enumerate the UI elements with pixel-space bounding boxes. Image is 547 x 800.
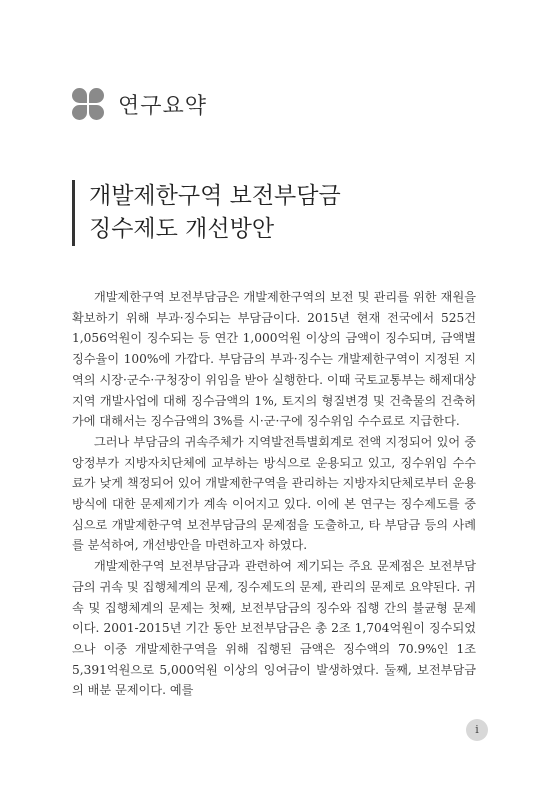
report-title-line-2: 징수제도 개선방안 xyxy=(89,216,275,242)
summary-body xyxy=(72,287,476,701)
section-title: 연구요약 xyxy=(118,93,208,119)
page-number: i xyxy=(466,719,488,741)
section-header xyxy=(72,86,207,122)
paragraph-1: 개발제한구역 보전부담금은 개발제한구역의 보전 및 관리를 위한 재원을 확보하기 위해 부과·징수되는 부담금이다. 2015년 현재 전국에서 525건 1,056억원이 징수되는 등 연간 1,000억원 이상의 금액이 징수되며, 금액별 징수율이 100%에 가깝다. 부담금의 부과·징수는 개발제한구역이 지정된 지역의 시장·군수·구청장이 위임을 받아 실행한다. 이때 국토교통부는 해제대상지역 개발사업에 대해 징수금액의 1%, 토지의 형질변경 및 건축물의 건축허가에 대해서는 징수금액의 3%를 시·군·구에 징수위임 수수료로 지급한다. xyxy=(72,290,476,429)
report-title xyxy=(72,180,341,246)
report-title-line-1: 개발제한구역 보전부담금 xyxy=(89,183,341,209)
four-petal-logo-icon xyxy=(72,88,104,120)
paragraph-2: 그러나 부담금의 귀속주체가 지역발전특별회계로 전액 지정되어 있어 중앙정부가 지방자치단체에 교부하는 방식으로 운용되고 있고, 징수위임 수수료가 낮게 책정되어 있어 개발제한구역을 관리하는 지방자치단체로부터 운용방식에 대한 문제제기가 계속 이어지고 있다. 이에 본 연구는 징수제도를 중심으로 개발제한구역 보전부담금의 문제점을 도출하고, 타 부담금 등의 사례를 분석하여, 개선방안을 마련하고자 하였다. xyxy=(72,434,476,553)
paragraph-3: 개발제한구역 보전부담금과 관련하여 제기되는 주요 문제점은 보전부담금의 귀속 및 집행체계의 문제, 징수제도의 문제, 관리의 문제로 요약된다. 귀속 및 집행체계의 문제는 첫째, 보전부담금의 징수와 집행 간의 불균형 문제이다. 2001-2015년 기간 동안 보전부담금은 총 2조 1,704억원이 징수되었으나 이중 개발제한구역을 위해 집행된 금액은 징수액의 70.9%인 1조 5,391억원으로 5,000억원 이상의 잉여금이 발생하였다. 둘째, 보전부담금의 배분 문제이다. 예를 xyxy=(72,559,476,698)
